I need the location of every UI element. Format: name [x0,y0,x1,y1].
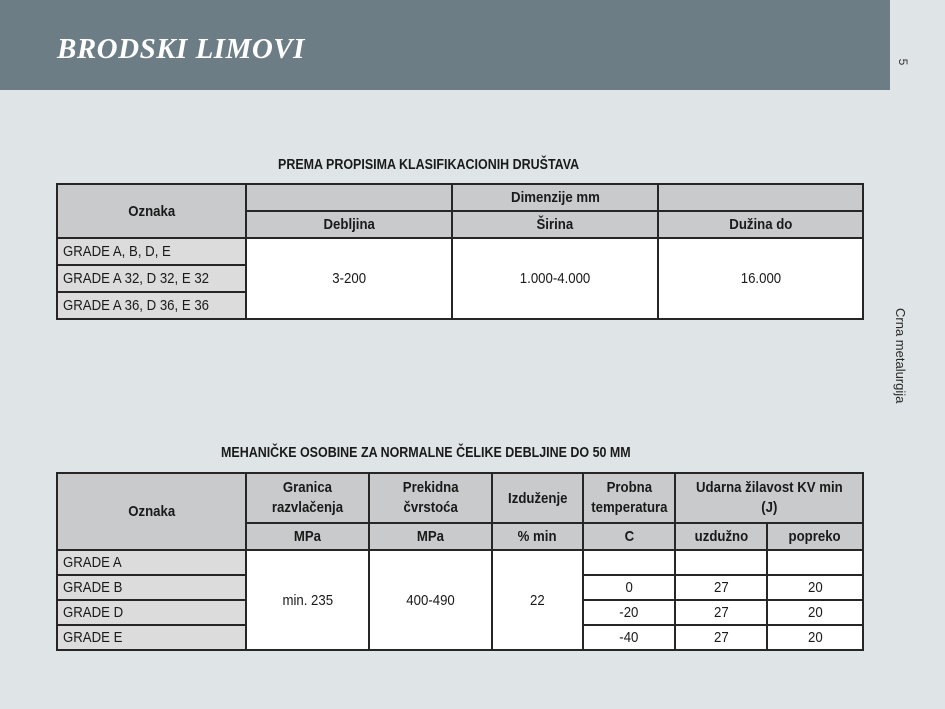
t1-grade-row: GRADE A 32, D 32, E 32 [57,265,246,292]
t1-grade-row: GRADE A, B, D, E [57,238,246,265]
t2-uzduzno-cell: 27 [675,600,767,625]
t2-temp-cell: 0 [583,575,675,600]
t2-popreko-cell: 20 [767,575,863,600]
t2-grade-row: GRADE B [57,575,246,600]
mechanical-properties-table [56,472,864,651]
t2-grade-row: GRADE A [57,550,246,575]
t2-unit-pct-min: % min [492,523,583,550]
t2-header-prekidna: Prekidna čvrstoća [369,473,492,523]
t1-debljina-value: 3-200 [246,238,452,319]
page-title: BRODSKI LIMOVI [57,33,305,65]
t2-unit-mpa: MPa [246,523,369,550]
dimensions-table [56,183,864,320]
t2-header-popreko: popreko [767,523,863,550]
t2-unit-c: C [583,523,675,550]
t1-header-debljina: Debljina [246,211,452,238]
t2-popreko-cell: 20 [767,600,863,625]
t2-popreko-cell: 20 [767,625,863,650]
t2-grade-row: GRADE D [57,600,246,625]
t2-header-izduzenje: Izduženje [492,473,583,523]
page-number: 5 [896,58,910,66]
t2-granica-value: min. 235 [246,550,369,650]
t2-temp-cell [583,550,675,575]
t2-popreko-cell [767,550,863,575]
side-label: Crna metalurgija [893,308,908,404]
t2-header-udarna: Udarna žilavost KV min (J) [675,473,863,523]
t2-uzduzno-cell: 27 [675,625,767,650]
t1-header-duzina: Dužina do [658,211,863,238]
t2-temp-cell: -20 [583,600,675,625]
table1-caption: PREMA PROPISIMA KLASIFIKACIONIH DRUŠTAVA [278,157,580,173]
t2-izduzenje-value: 22 [492,550,583,650]
t2-uzduzno-cell [675,550,767,575]
t2-header-granica: Granica razvlačenja [246,473,369,523]
t2-header-uzduzno: uzdužno [675,523,767,550]
t1-duzina-value: 16.000 [658,238,863,319]
t1-sirina-value: 1.000-4.000 [452,238,658,319]
t2-temp-cell: -40 [583,625,675,650]
t2-prekidna-value: 400-490 [369,550,492,650]
t1-grade-row: GRADE A 36, D 36, E 36 [57,292,246,319]
t1-header-oznaka: Oznaka [57,184,246,238]
t2-unit-mpa: MPa [369,523,492,550]
t2-header-probna: Probna temperatura [583,473,675,523]
t2-grade-row: GRADE E [57,625,246,650]
table2-caption: MEHANIČKE OSOBINE ZA NORMALNE ČELIKE DEBLJINE DO 50 MM [221,445,631,461]
t1-header-sirina: Širina [452,211,658,238]
t1-header-blank [246,184,452,211]
t2-header-oznaka: Oznaka [57,473,246,550]
t1-header-blank-2 [658,184,863,211]
t1-header-dimenzije: Dimenzije mm [452,184,658,211]
t2-uzduzno-cell: 27 [675,575,767,600]
